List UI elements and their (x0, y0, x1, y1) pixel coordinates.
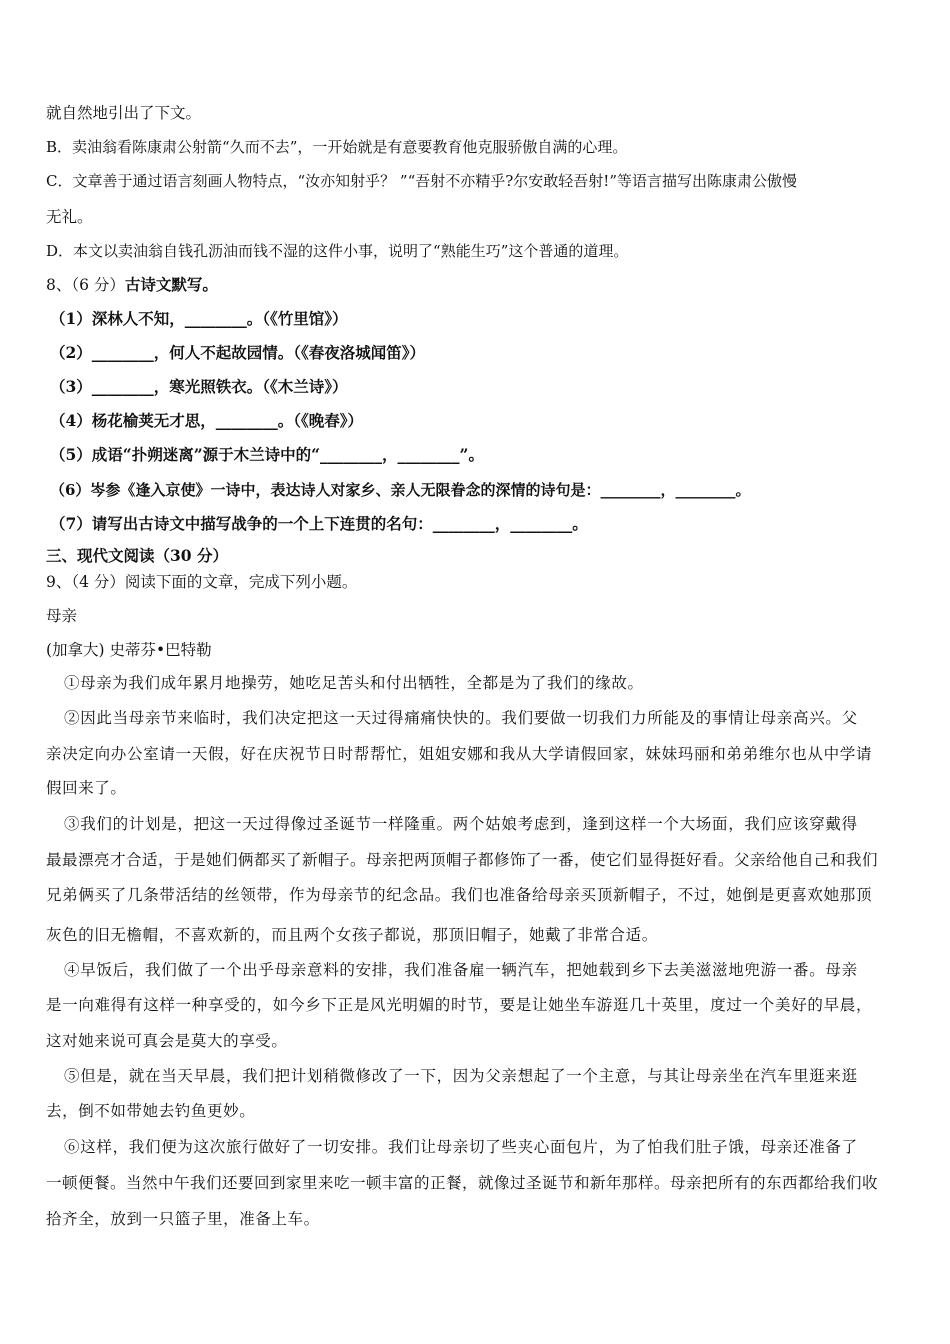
recitation-item-1: （1）深林人不知，________。（《竹里馆》） (50, 309, 348, 328)
recitation-item-3: （3）________，寒光照铁衣。（《木兰诗》） (50, 377, 348, 396)
recitation-item-7: （7）请写出古诗文中描写战争的一个上下连贯的名句：________，________。 (50, 514, 588, 533)
article-title: 母亲 (46, 607, 78, 625)
paragraph-3-line-4: 灰色的旧无檐帽，不喜欢新的，而且两个女孩子都说，那顶旧帽子，她戴了非常合适。 (46, 926, 658, 944)
recitation-item-5: （5）成语“扑朔迷离”源于木兰诗中的“________，________”。 (50, 445, 484, 464)
paragraph-3-line-1: ③我们的计划是，把这一天过得像过圣诞节一样隆重。两个姑娘考虑到，逢到这样一个大场面，我们应该穿戴得 (64, 815, 858, 833)
recitation-item-2: （2）________，何人不起故园情。（《春夜洛城闻笛》） (50, 343, 426, 362)
paragraph-3-line-2: 最最漂亮才合适，于是她们俩都买了新帽子。母亲把两顶帽子都修饰了一番，使它们显得挺好看。父亲给他自己和我们 (46, 851, 879, 869)
question-8-number: 8、（6 分） (46, 276, 125, 294)
paragraph-6-line-2: 一顿便餐。当然中午我们还要回到家里来吃一顿丰富的正餐，就像过圣诞节和新年那样。母亲把所有的东西都给我们收 (46, 1174, 879, 1192)
paragraph-4-line-1: ④早饭后，我们做了一个出乎母亲意料的安排，我们准备雇一辆汽车，把她载到乡下去美滋滋地兜游一番。母亲 (64, 961, 858, 979)
section-three-heading: 三、现代文阅读（30 分） (46, 546, 228, 565)
paragraph-4-line-2: 是一向难得有这样一种享受的，如今乡下正是风光明媚的时节，要是让她坐车游逛几十英里，度过一个美好的早晨， (46, 996, 873, 1014)
paragraph-3-line-3: 兄弟俩买了几条带活结的丝领带，作为母亲节的纪念品。我们也准备给母亲买顶新帽子，不过，她倒是更喜欢她那顶 (46, 886, 873, 904)
paragraph-5-line-1: ⑤但是，就在当天早晨，我们把计划稍微修改了一下，因为父亲想起了一个主意，与其让母亲坐在汽车里逛来逛 (64, 1067, 858, 1085)
recitation-item-4: （4）杨花榆荚无才思，________。（《晚春》） (50, 411, 364, 430)
option-c-continuation: 无礼。 (46, 208, 93, 226)
option-c: C．文章善于通过语言刻画人物特点，“汝亦知射乎？ ”“吾射不亦精乎?尔安敢轻吾射!”等语言描写出陈康肃公傲慢 (46, 172, 797, 190)
paragraph-5-line-2: 去，倒不如带她去钓鱼更妙。 (46, 1102, 256, 1120)
recitation-item-6: （6）岑参《逢入京使》一诗中，表达诗人对家乡、亲人无限眷念的深情的诗句是：________，________。 (50, 481, 751, 499)
paragraph-1: ①母亲为我们成年累月地操劳，她吃足苦头和付出牺牲，全都是为了我们的缘故。 (64, 674, 644, 692)
question-8-heading (46, 275, 218, 295)
paragraph-2-line-1: ②因此当母亲节来临时，我们决定把这一天过得痛痛快快的。我们要做一切我们力所能及的事情让母亲高兴。父 (64, 709, 858, 727)
option-d: D．本文以卖油翁自钱孔沥油而钱不湿的这件小事，说明了“熟能生巧”这个普通的道理。 (46, 242, 629, 260)
paragraph-6-line-1: ⑥这样，我们便为这次旅行做好了一切安排。我们让母亲切了些夹心面包片，为了怕我们肚子饿，母亲还准备了 (64, 1138, 858, 1156)
paragraph-2-line-2: 亲决定向办公室请一天假，好在庆祝节日时帮帮忙，姐姐安娜和我从大学请假回家，妹妹玛丽和弟弟维尔也从中学请 (46, 745, 873, 763)
paragraph-6-line-3: 拾齐全，放到一只篮子里，准备上车。 (46, 1210, 320, 1228)
article-author: (加拿大) 史蒂芬•巴特勒 (46, 641, 212, 659)
question-8-title: 古诗文默写。 (124, 275, 218, 294)
option-b: B．卖油翁看陈康肃公射箭“久而不去”，一开始就是有意要教育他克服骄傲自满的心理。 (46, 138, 628, 156)
paragraph-2-line-3: 假回来了。 (46, 779, 127, 797)
option-a-continuation: 就自然地引出了下文。 (46, 104, 202, 122)
question-9-heading: 9、（4 分）阅读下面的文章，完成下列小题。 (46, 573, 358, 591)
paragraph-4-line-3: 这对她来说可真会是莫大的享受。 (46, 1032, 288, 1050)
